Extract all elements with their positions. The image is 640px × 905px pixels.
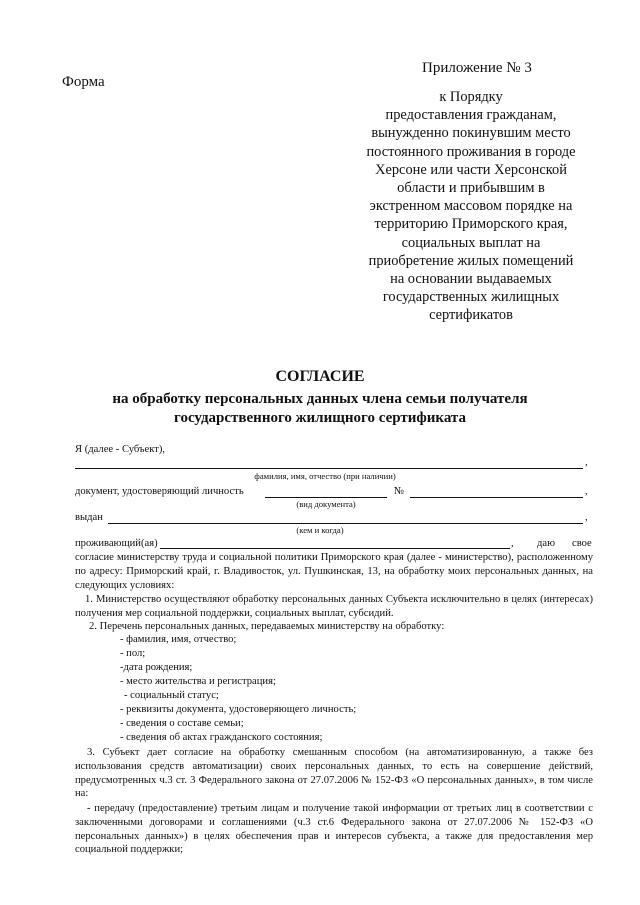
document-type-caption: (вид документа) [296, 499, 356, 509]
fio-input-line[interactable] [75, 468, 583, 469]
list-item: - социальный статус; [124, 690, 219, 701]
consent-paragraph: согласие министерству труда и социальной политики Приморского края (далее - министерство), расположенному по адресу: Приморский край, г. Владивосток, ул. Пушкинская, 13, на обработку моих персональных данных, на следующих условиях: [75, 552, 593, 591]
comma: , [511, 538, 514, 549]
appendix-line: сертификатов [429, 307, 513, 324]
give-word: даю [537, 538, 556, 549]
paragraph-2: 2. Перечень персональных данных, передаваемых министерству на обработку: [89, 621, 445, 632]
document-number-label: № [394, 486, 405, 497]
appendix-line: социальных выплат на [401, 234, 541, 251]
document-subtitle: на обработку персональных данных члена семьи получателя [112, 391, 528, 407]
document-number-input-line[interactable] [410, 497, 583, 498]
appendix-title: Приложение № 3 [422, 60, 532, 76]
form-label: Форма [62, 74, 105, 90]
subject-intro: Я (далее - Субъект), [75, 444, 166, 455]
issued-label: выдан [75, 512, 103, 523]
issued-caption: (кем и когда) [296, 525, 344, 535]
issued-input-line[interactable] [108, 523, 583, 524]
list-item: - сведения о составе семьи; [120, 718, 244, 729]
document-title: СОГЛАСИЕ [275, 368, 365, 385]
document-type-input-line[interactable] [265, 497, 387, 498]
residing-label: проживающий(ая) [75, 538, 158, 549]
document-label: документ, удостоверяющий личность [75, 486, 244, 497]
appendix-description [355, 88, 587, 325]
appendix-line: предоставления гражданам, [385, 107, 557, 124]
appendix-line: вынужденно покинувшим место [371, 125, 571, 142]
appendix-line: территорию Приморского края, [374, 216, 568, 233]
appendix-line: области и прибывшим в [397, 180, 545, 197]
list-item: - фамилия, имя, отчество; [120, 634, 237, 645]
paragraph-3: 3. Субъект дает согласие на обработку смешанным способом (на автоматизированную, а также без использования средств автоматизации) своих персональных данных, то есть на совершение действий, предусмотренных ч.3 ст. 3 Федерального закона от 27.07.2006 № 152-ФЗ «О персональных данных», в том числе на: [75, 747, 593, 800]
list-item: - реквизиты документа, удостоверяющего личность; [120, 704, 357, 715]
appendix-line: на основании выдаваемых [390, 271, 552, 288]
residing-input-line[interactable] [160, 548, 510, 549]
document-subtitle: государственного жилищного сертификата [174, 410, 466, 426]
comma: , [585, 457, 588, 468]
list-item: - пол; [120, 648, 146, 659]
appendix-line: приобретение жилых помещений [368, 252, 574, 269]
appendix-line: к Порядку [439, 89, 503, 105]
list-item: - сведения об актах гражданского состояния; [120, 732, 323, 743]
comma: , [585, 512, 588, 523]
fio-caption: фамилия, имя, отчество (при наличии) [254, 471, 396, 481]
paragraph-1: 1. Министерство осуществляют обработку персональных данных Субъекта исключительно в целях (интересах) получения мер социальной поддержки, социальных выплат, субсидий. [75, 594, 593, 619]
list-item: - место жительства и регистрация; [120, 676, 276, 687]
comma: , [585, 486, 588, 497]
appendix-line: экстренном массовом порядке на [369, 198, 573, 215]
list-item: -дата рождения; [120, 662, 193, 673]
appendix-line: постоянного проживания в городе [366, 143, 576, 160]
own-word: свое [572, 538, 592, 549]
appendix-line: государственных жилищных [382, 289, 560, 306]
appendix-line: Херсоне или части Херсонской [375, 161, 567, 178]
paragraph-4: - передачу (предоставление) третьим лицам и получение такой информации от третьих лиц в соответствии с заключенными договорами и соглашениями (ч.3 ст.6 Федерального закона от 27.07.2006 № 152-ФЗ «О персональных данных») в целях обеспечения прав и интересов субъекта, а также для предоставления мер социальной поддержки; [75, 803, 593, 856]
